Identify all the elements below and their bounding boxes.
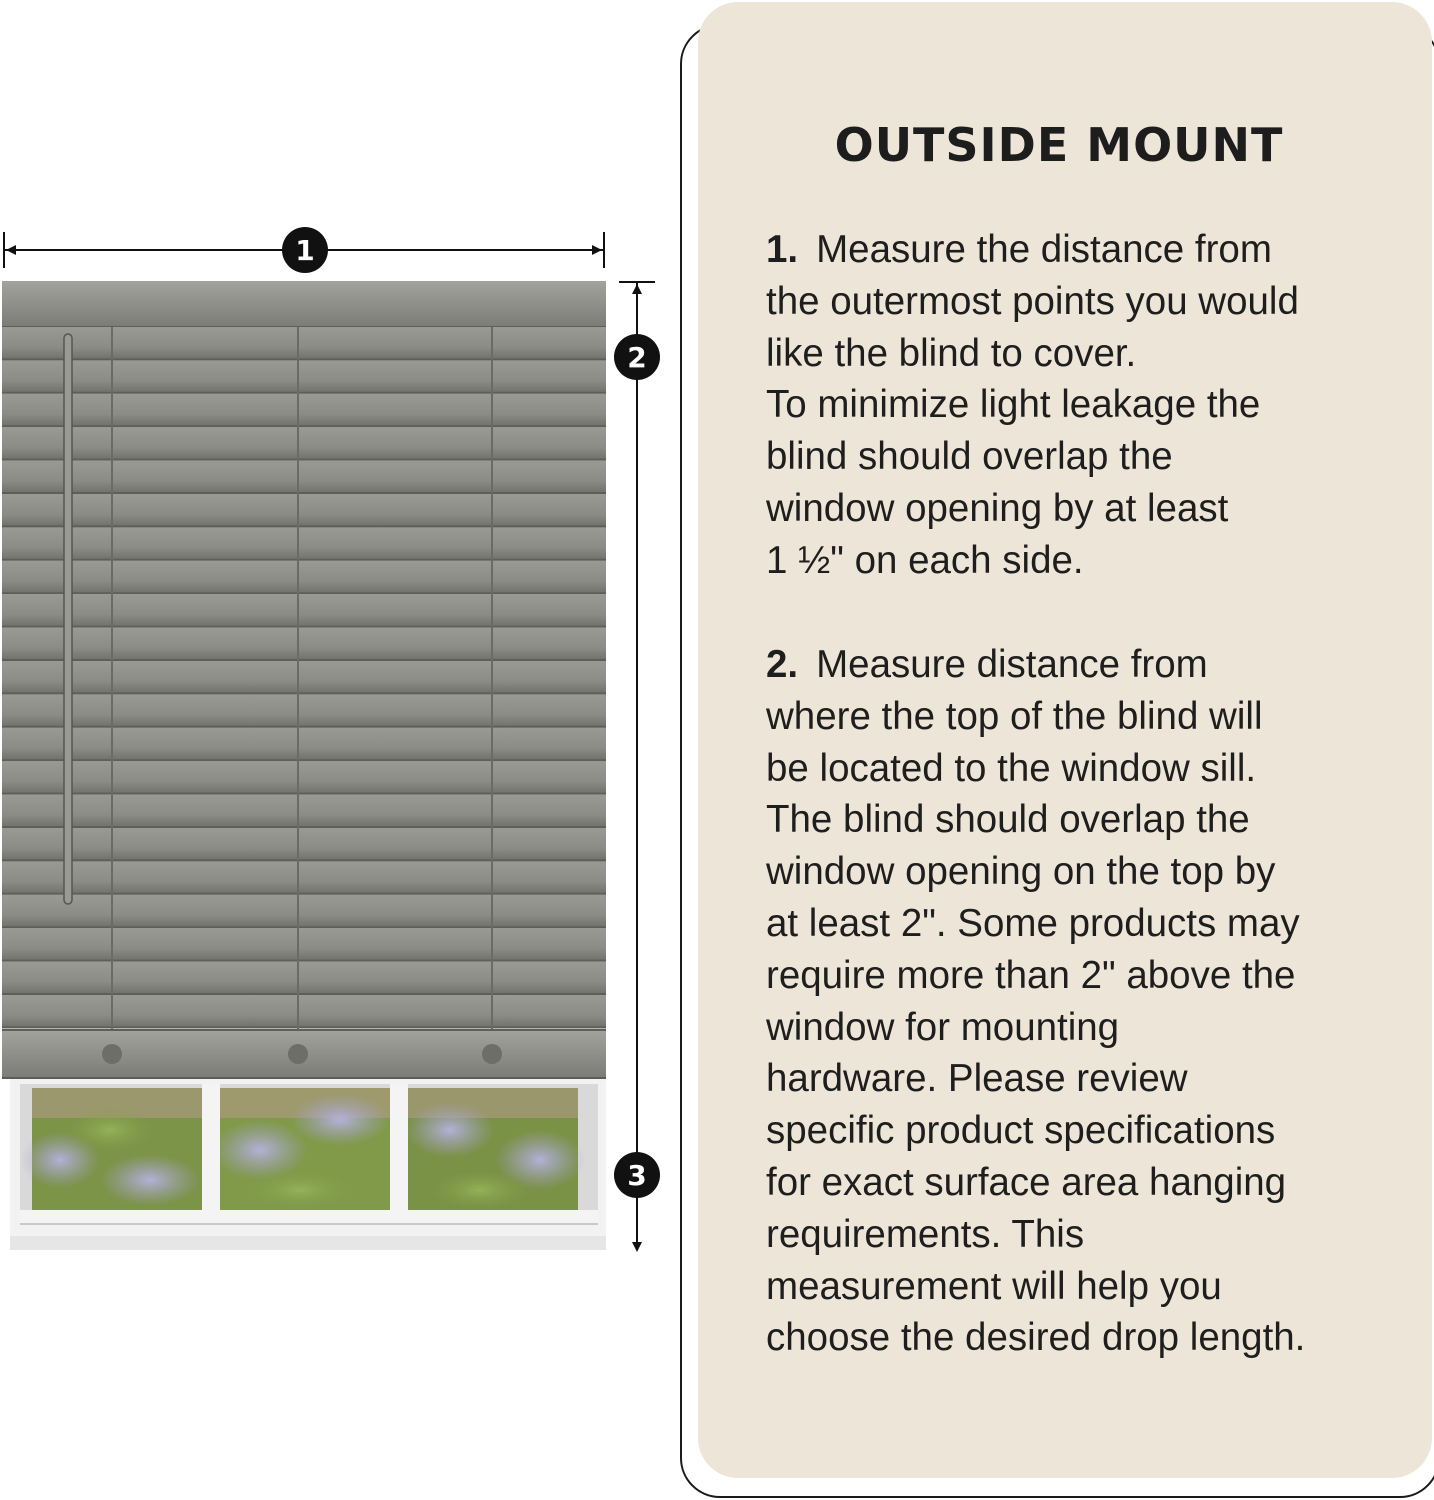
step-1-text: Measure the distance from the outermost points you would like the blind to cover. To minimize light leakage the blind should overlap the window opening by at least 1 ½" on each side. xyxy=(766,228,1299,582)
window xyxy=(10,1078,606,1250)
slat xyxy=(2,427,606,460)
marker-2-label: 2 xyxy=(627,341,647,374)
slat xyxy=(2,962,606,995)
slat xyxy=(2,594,606,627)
slat xyxy=(2,527,606,560)
slat xyxy=(2,728,606,761)
head-rail xyxy=(2,281,606,327)
slat xyxy=(2,928,606,961)
slat xyxy=(2,694,606,727)
blind-slats xyxy=(2,327,606,1028)
blind xyxy=(2,281,606,1078)
slat xyxy=(2,861,606,894)
slat xyxy=(2,360,606,393)
step-2-number: 2. xyxy=(766,643,799,686)
slat xyxy=(2,628,606,661)
garden-view xyxy=(20,1088,585,1210)
width-dimension xyxy=(4,227,604,273)
slat xyxy=(2,394,606,427)
marker-1-label: 1 xyxy=(295,234,315,267)
tilt-wand xyxy=(64,334,72,904)
slat xyxy=(2,761,606,794)
slat xyxy=(2,895,606,928)
step-2 xyxy=(766,639,1406,1364)
slat xyxy=(2,461,606,494)
slat xyxy=(2,661,606,694)
step-1 xyxy=(766,224,1406,587)
panel-title: OUTSIDE MOUNT xyxy=(834,118,1284,172)
slat xyxy=(2,561,606,594)
slat xyxy=(2,327,606,360)
slat xyxy=(2,828,606,861)
slat xyxy=(2,995,606,1028)
slat xyxy=(2,494,606,527)
height-dimension xyxy=(614,282,660,1252)
step-1-number: 1. xyxy=(766,228,799,271)
step-2-text: Measure distance from where the top of the blind will be located to the window sill. The blind should overlap the window opening on the top by at least 2". Some products may require more than 2" above the window for mounting hardware. Please review specific product specifications for exact surface area hanging requirements. This measurement will help you choose the desired drop length. xyxy=(766,643,1306,1360)
blind-measurement-diagram xyxy=(0,0,680,1500)
marker-3-label: 3 xyxy=(627,1159,647,1192)
slat xyxy=(2,795,606,828)
